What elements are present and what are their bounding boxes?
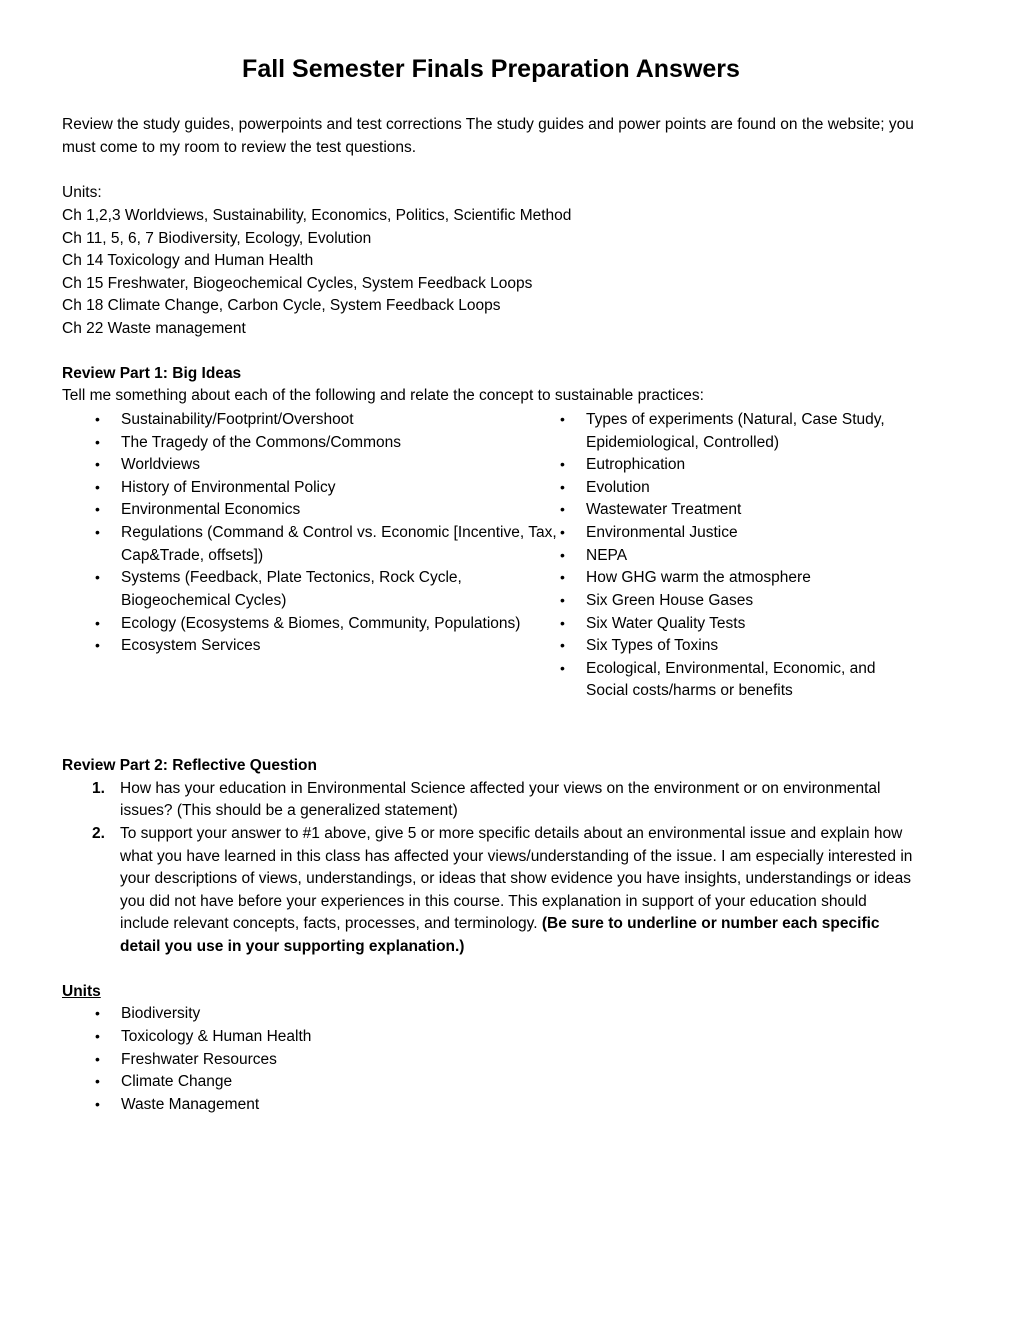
bullet-icon: • <box>560 591 565 608</box>
unit-line: Ch 22 Waste management <box>62 320 246 337</box>
part1-bullet-columns <box>62 409 920 703</box>
bullet-label: Six Green House Gases <box>586 591 754 609</box>
bullet-icon: • <box>560 637 565 654</box>
item-text-bold: (Be sure to underline or number each specific detail you use in your supporting explanation.) <box>120 915 880 955</box>
bullet-icon: • <box>560 501 565 518</box>
bullet-icon: • <box>560 456 565 473</box>
item-text <box>120 778 920 823</box>
bullet-icon: • <box>95 456 100 473</box>
bullet-item <box>560 545 920 568</box>
bullet-label: The Tragedy of the Commons/Commons <box>121 433 401 451</box>
bullet-item <box>62 1026 920 1049</box>
bullet-item <box>62 1049 920 1072</box>
bullet-icon: • <box>95 1073 100 1090</box>
bullet-label: Six Types of Toxins <box>586 637 719 655</box>
bullet-label: Sustainability/Footprint/Overshoot <box>121 410 354 428</box>
part2-question-list <box>62 778 920 959</box>
bullet-label: Ecosystem Services <box>121 637 261 655</box>
bullet-item <box>62 1003 920 1026</box>
part1-left-bullet-list <box>62 409 560 658</box>
bullet-icon: • <box>95 569 100 586</box>
bullet-item <box>560 454 920 477</box>
bullet-icon: • <box>560 524 565 540</box>
item-number: 2. <box>92 824 105 842</box>
bullet-label: Biodiversity <box>121 1005 201 1023</box>
bullet-item <box>560 409 920 454</box>
bullet-icon: • <box>95 524 100 540</box>
bullet-item <box>560 635 920 658</box>
bullet-item <box>560 499 920 522</box>
part1-right-bullet-list <box>560 409 920 703</box>
bullet-icon: • <box>560 478 565 495</box>
bullet-icon: • <box>560 410 565 427</box>
item-text <box>120 823 920 959</box>
bullet-item <box>62 1094 920 1117</box>
bullet-item <box>62 567 560 612</box>
bullet-item <box>62 613 560 636</box>
bullet-icon: • <box>95 614 100 631</box>
review-part-2-section <box>62 755 920 959</box>
bullet-item <box>560 522 920 545</box>
units-heading: Units <box>62 982 101 1000</box>
bullet-icon: • <box>560 614 565 631</box>
bullet-icon: • <box>95 1005 100 1022</box>
bullet-label: Types of experiments (Natural, Case Study, Epidemiological, Controlled) <box>586 410 885 451</box>
bullet-item <box>62 499 560 522</box>
document-title: Fall Semester Finals Preparation Answers <box>242 55 740 83</box>
bullet-label: Evolution <box>586 478 650 496</box>
part1-subheading: Tell me something about each of the following and relate the concept to sustainable practices: <box>62 387 704 405</box>
bullet-icon: • <box>95 433 100 450</box>
bullet-item <box>560 477 920 500</box>
bullet-label: Eutrophication <box>586 456 686 474</box>
bullet-item <box>560 658 920 703</box>
bullet-item <box>62 635 560 658</box>
bullet-item <box>62 432 560 455</box>
bullet-label: Climate Change <box>121 1073 233 1091</box>
bullet-label: History of Environmental Policy <box>121 478 336 496</box>
bullet-icon: • <box>560 659 565 676</box>
bullet-icon: • <box>95 1095 100 1112</box>
bullet-icon: • <box>95 637 100 654</box>
bullet-item <box>62 477 560 500</box>
unit-line: Ch 18 Climate Change, Carbon Cycle, System Feedback Loops <box>62 297 501 315</box>
bullet-label: Wastewater Treatment <box>586 501 742 519</box>
bullet-item <box>62 1071 920 1094</box>
bullet-label: Waste Management <box>121 1095 260 1113</box>
bullet-label: How GHG warm the atmosphere <box>586 569 811 587</box>
units-summary-section <box>62 981 920 1117</box>
part2-heading: Review Part 2: Reflective Question <box>62 757 317 774</box>
bullet-icon: • <box>560 569 565 586</box>
bullet-label: Regulations (Command & Control vs. Economic [Incentive, Tax, Cap&Trade, offsets]) <box>121 524 557 564</box>
bullet-item <box>62 409 560 432</box>
bullet-icon: • <box>95 501 100 518</box>
units-label: Units: <box>62 184 102 202</box>
review-part-1-section <box>62 363 920 703</box>
bullet-item <box>62 522 560 567</box>
unit-line: Ch 14 Toxicology and Human Health <box>62 252 314 270</box>
bullet-item <box>560 590 920 613</box>
bullet-icon: • <box>95 1027 100 1044</box>
unit-line: Ch 15 Freshwater, Biogeochemical Cycles, System Feedback Loops <box>62 274 533 292</box>
bullet-icon: • <box>95 1050 100 1067</box>
bullet-label: Systems (Feedback, Plate Tectonics, Rock Cycle, Biogeochemical Cycles) <box>121 569 462 609</box>
item-text-regular: How has your education in Environmental Science affected your views on the environment or on environmental issues? (This should be a generalized statement) <box>120 779 881 820</box>
numbered-item <box>62 823 920 959</box>
numbered-item <box>62 778 920 823</box>
unit-line: Ch 1,2,3 Worldviews, Sustainability, Economics, Politics, Scientific Method <box>62 206 572 224</box>
bullet-icon: • <box>95 410 100 427</box>
bullet-label: Environmental Justice <box>586 524 738 541</box>
bullet-label: Ecological, Environmental, Economic, and Social costs/harms or benefits <box>586 659 876 700</box>
item-number: 1. <box>92 779 105 797</box>
part1-heading: Review Part 1: Big Ideas <box>62 364 242 382</box>
item-text-regular: To support your answer to #1 above, give 5 or more specific details about an environmental issue and explain how what you have learned in this class has affected your views/understanding of the issue. I am especially interested in your descriptions of views, understandings, or ideas that show evidence you have insights, understandings or ideas you did not have before your experiences in this course. This explanation in support of your education should include relevant concepts, facts, processes, and terminology. <box>120 824 913 933</box>
bullet-label: Freshwater Resources <box>121 1050 277 1068</box>
unit-line: Ch 11, 5, 6, 7 Biodiversity, Ecology, Evolution <box>62 229 372 247</box>
chapter-units-block <box>62 182 920 340</box>
bullet-item <box>560 567 920 590</box>
bullet-icon: • <box>95 478 100 495</box>
bullet-label: Environmental Economics <box>121 501 301 519</box>
bullet-icon: • <box>560 546 565 563</box>
units-bullet-list <box>62 1003 920 1116</box>
bullet-label: Six Water Quality Tests <box>586 614 746 632</box>
bullet-item <box>62 454 560 477</box>
bullet-label: Worldviews <box>121 456 200 474</box>
bullet-item <box>560 613 920 636</box>
bullet-label: Ecology (Ecosystems & Biomes, Community, Populations) <box>121 614 521 632</box>
bullet-label: NEPA <box>586 546 628 564</box>
bullet-label: Toxicology & Human Health <box>121 1027 312 1045</box>
intro-paragraph: Review the study guides, powerpoints and test corrections The study guides and power points are found on the website; you must come to my room to review the test questions. <box>62 116 914 156</box>
